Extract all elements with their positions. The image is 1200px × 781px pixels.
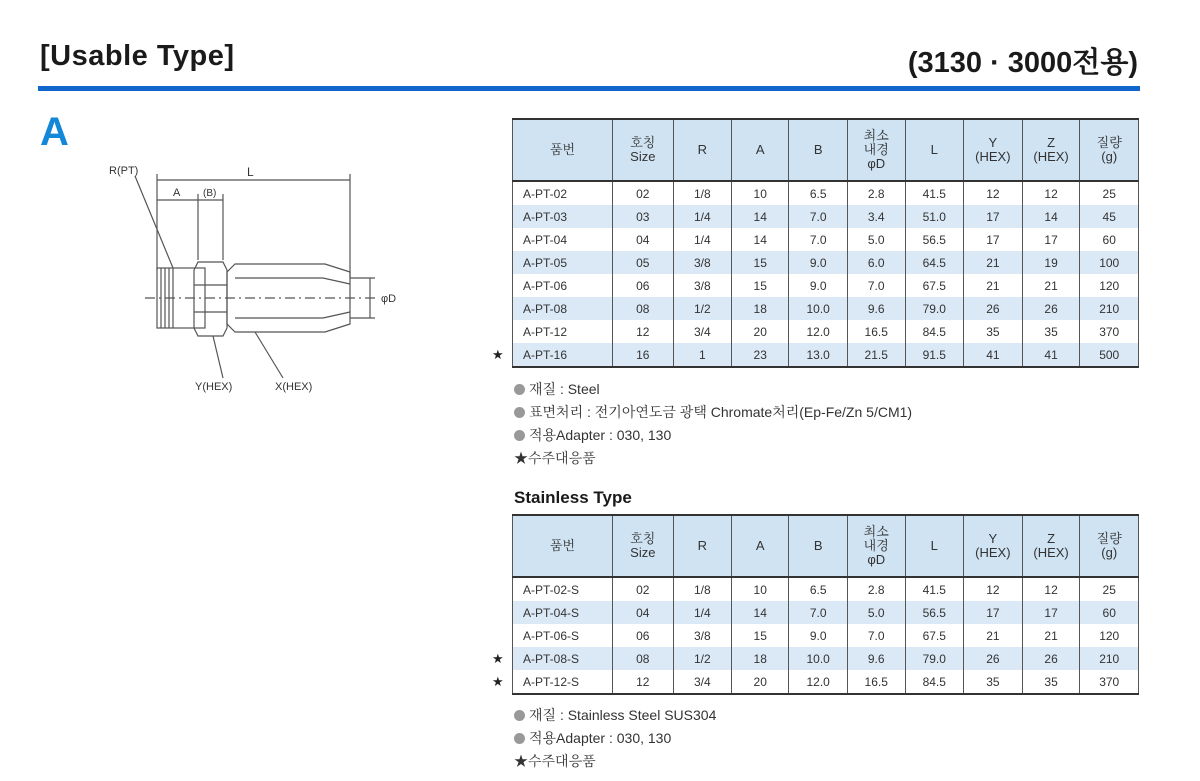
spec-table-stainless (512, 514, 1139, 695)
table-cell: 21 (964, 624, 1023, 647)
col-part: 품번 (513, 119, 613, 181)
table-cell: 100 (1080, 251, 1139, 274)
notes-steel (514, 378, 912, 470)
table-cell: 14 (1022, 205, 1080, 228)
table-cell: 26 (1022, 297, 1080, 320)
table-cell: 41.5 (905, 181, 964, 205)
diagram-label-d: φD (381, 293, 397, 305)
table-cell: 12.0 (789, 320, 848, 343)
table-cell: 120 (1080, 274, 1139, 297)
table-cell: 20 (732, 670, 789, 694)
table-cell: 41.5 (905, 577, 964, 601)
col-l: L (905, 515, 964, 577)
table-cell: 21 (1022, 624, 1080, 647)
table-row (513, 647, 1139, 670)
table-cell: 79.0 (905, 297, 964, 320)
page-header-title: [Usable Type] (40, 40, 235, 72)
table-row (513, 624, 1139, 647)
table-row (513, 577, 1139, 601)
table-cell: 26 (1022, 647, 1080, 670)
table-cell: 19 (1022, 251, 1080, 274)
note-item: 재질 : Stainless Steel SUS304 (514, 704, 716, 727)
table-row (513, 297, 1139, 320)
table-cell: 51.0 (905, 205, 964, 228)
table-cell: 17 (964, 205, 1023, 228)
diagram-label-y: Y(HEX) (195, 381, 233, 393)
table-row (513, 205, 1139, 228)
col-a: A (732, 515, 789, 577)
table-cell: 02 (613, 577, 674, 601)
table-cell: 04 (613, 601, 674, 624)
table-cell: 26 (964, 647, 1023, 670)
col-r: R (673, 515, 731, 577)
table-cell: 84.5 (905, 320, 964, 343)
table-cell: 12 (964, 181, 1023, 205)
note-item: 표면처리 : 전기아연도금 광택 Chromate처리(Ep-Fe/Zn 5/CM1) (514, 401, 912, 424)
table-cell: 3/8 (673, 624, 731, 647)
part-number-cell: A-PT-05 (513, 251, 613, 274)
col-mass: 질량 (g) (1080, 515, 1139, 577)
made-to-order-star: ★ (492, 651, 504, 666)
col-y: Y (HEX) (964, 119, 1023, 181)
table-cell: 1/4 (673, 228, 731, 251)
diagram-label-a: A (173, 187, 181, 199)
table-cell: 12 (613, 670, 674, 694)
table-cell: 5.0 (847, 601, 905, 624)
table-cell: 64.5 (905, 251, 964, 274)
col-z: Z (HEX) (1022, 515, 1080, 577)
part-number-cell: A-PT-16 (513, 343, 613, 367)
diagram-label-b: (B) (203, 188, 217, 199)
diagram-label-rpt: R(PT) (109, 165, 139, 177)
table-cell: 21 (964, 274, 1023, 297)
table-cell: 370 (1080, 670, 1139, 694)
table-cell: 14 (732, 601, 789, 624)
table-cell: 45 (1080, 205, 1139, 228)
table-cell: 08 (613, 647, 674, 670)
col-r: R (673, 119, 731, 181)
col-b: B (789, 515, 848, 577)
table-cell: 9.6 (847, 647, 905, 670)
table-row (513, 320, 1139, 343)
header-rule (38, 86, 1140, 91)
table-cell: 9.0 (789, 274, 848, 297)
part-number-cell: A-PT-12 (513, 320, 613, 343)
table-row (513, 601, 1139, 624)
table-cell: 12 (1022, 577, 1080, 601)
notes-stainless (514, 704, 716, 773)
spec-table-steel (512, 118, 1139, 368)
part-number-cell: A-PT-08-S (513, 647, 613, 670)
table-cell: 15 (732, 274, 789, 297)
table-cell: 60 (1080, 601, 1139, 624)
table-cell: 05 (613, 251, 674, 274)
table-cell: 16.5 (847, 670, 905, 694)
table-cell: 35 (1022, 320, 1080, 343)
table-cell: 6.5 (789, 181, 848, 205)
table-cell: 17 (964, 601, 1023, 624)
table-cell: 1/8 (673, 577, 731, 601)
col-part: 품번 (513, 515, 613, 577)
col-z: Z (HEX) (1022, 119, 1080, 181)
note-item: 적용Adapter : 030, 130 (514, 424, 912, 447)
table-cell: 41 (1022, 343, 1080, 367)
table-cell: 1/4 (673, 205, 731, 228)
table-cell: 06 (613, 274, 674, 297)
table-cell: 2.8 (847, 181, 905, 205)
table-row (513, 251, 1139, 274)
table-cell: 84.5 (905, 670, 964, 694)
table-cell: 6.0 (847, 251, 905, 274)
table-cell: 370 (1080, 320, 1139, 343)
table-cell: 25 (1080, 577, 1139, 601)
made-to-order-star: ★ (492, 347, 504, 362)
part-number-cell: A-PT-04 (513, 228, 613, 251)
fitting-diagram (95, 160, 425, 400)
note-item: 적용Adapter : 030, 130 (514, 727, 716, 750)
table-cell: 1/8 (673, 181, 731, 205)
table-cell: 7.0 (789, 228, 848, 251)
table-cell: 10.0 (789, 297, 848, 320)
part-number-cell: A-PT-08 (513, 297, 613, 320)
table-cell: 67.5 (905, 274, 964, 297)
table-cell: 7.0 (847, 624, 905, 647)
table-cell: 2.8 (847, 577, 905, 601)
table-cell: 120 (1080, 624, 1139, 647)
section-letter: A (40, 110, 69, 154)
table-cell: 5.0 (847, 228, 905, 251)
table-cell: 20 (732, 320, 789, 343)
table-row (513, 181, 1139, 205)
table-cell: 15 (732, 251, 789, 274)
table-cell: 17 (1022, 228, 1080, 251)
part-number-cell: A-PT-06 (513, 274, 613, 297)
table-cell: 18 (732, 297, 789, 320)
table-row (513, 228, 1139, 251)
table-cell: 21 (964, 251, 1023, 274)
table-row (513, 670, 1139, 694)
table-cell: 04 (613, 228, 674, 251)
table-cell: 08 (613, 297, 674, 320)
table-cell: 9.0 (789, 624, 848, 647)
stainless-title: Stainless Type (514, 488, 632, 507)
table-cell: 500 (1080, 343, 1139, 367)
col-y: Y (HEX) (964, 515, 1023, 577)
col-d: 최소 내경 φD (847, 119, 905, 181)
table-cell: 1 (673, 343, 731, 367)
table-cell: 35 (964, 670, 1023, 694)
table-cell: 16.5 (847, 320, 905, 343)
table-cell: 35 (1022, 670, 1080, 694)
table-cell: 15 (732, 624, 789, 647)
table-cell: 60 (1080, 228, 1139, 251)
table-cell: 03 (613, 205, 674, 228)
note-item: 재질 : Steel (514, 378, 912, 401)
col-b: B (789, 119, 848, 181)
table-cell: 12 (964, 577, 1023, 601)
table-cell: 13.0 (789, 343, 848, 367)
table-row (513, 343, 1139, 367)
table-cell: 10 (732, 577, 789, 601)
table-cell: 10.0 (789, 647, 848, 670)
table-cell: 14 (732, 228, 789, 251)
col-a: A (732, 119, 789, 181)
table-cell: 56.5 (905, 601, 964, 624)
order-note: ★수주대응품 (514, 753, 596, 769)
table-cell: 67.5 (905, 624, 964, 647)
diagram-label-x: X(HEX) (275, 381, 313, 393)
table-cell: 1/2 (673, 647, 731, 670)
table-cell: 3/8 (673, 251, 731, 274)
table-cell: 35 (964, 320, 1023, 343)
table-cell: 10 (732, 181, 789, 205)
table-cell: 25 (1080, 181, 1139, 205)
made-to-order-star: ★ (492, 674, 504, 689)
diagram-label-l: L (247, 165, 254, 179)
table-cell: 3/8 (673, 274, 731, 297)
table-cell: 3.4 (847, 205, 905, 228)
table-cell: 3/4 (673, 320, 731, 343)
part-number-cell: A-PT-12-S (513, 670, 613, 694)
col-d: 최소 내경 φD (847, 515, 905, 577)
part-number-cell: A-PT-02-S (513, 577, 613, 601)
part-number-cell: A-PT-06-S (513, 624, 613, 647)
table-cell: 26 (964, 297, 1023, 320)
col-size: 호칭 Size (613, 119, 674, 181)
table-cell: 21.5 (847, 343, 905, 367)
table-cell: 7.0 (789, 205, 848, 228)
table-cell: 79.0 (905, 647, 964, 670)
table-cell: 6.5 (789, 577, 848, 601)
table-cell: 06 (613, 624, 674, 647)
col-l: L (905, 119, 964, 181)
table-cell: 23 (732, 343, 789, 367)
table-cell: 18 (732, 647, 789, 670)
table-cell: 3/4 (673, 670, 731, 694)
table-cell: 14 (732, 205, 789, 228)
table-cell: 9.0 (789, 251, 848, 274)
page-header-models: (3130 · 3000전용) (907, 47, 1138, 79)
col-size: 호칭 Size (613, 515, 674, 577)
table-cell: 91.5 (905, 343, 964, 367)
table-cell: 56.5 (905, 228, 964, 251)
table-cell: 02 (613, 181, 674, 205)
part-number-cell: A-PT-04-S (513, 601, 613, 624)
table-row (513, 274, 1139, 297)
table-cell: 12 (613, 320, 674, 343)
order-note: ★수주대응품 (514, 450, 596, 466)
table-cell: 1/2 (673, 297, 731, 320)
table-cell: 9.6 (847, 297, 905, 320)
table-cell: 17 (964, 228, 1023, 251)
table-cell: 1/4 (673, 601, 731, 624)
table-cell: 210 (1080, 297, 1139, 320)
table-cell: 12.0 (789, 670, 848, 694)
part-number-cell: A-PT-02 (513, 181, 613, 205)
table-cell: 210 (1080, 647, 1139, 670)
table-cell: 7.0 (789, 601, 848, 624)
table-cell: 41 (964, 343, 1023, 367)
col-mass: 질량 (g) (1080, 119, 1139, 181)
table-cell: 21 (1022, 274, 1080, 297)
table-cell: 17 (1022, 601, 1080, 624)
table-cell: 16 (613, 343, 674, 367)
table-cell: 12 (1022, 181, 1080, 205)
part-number-cell: A-PT-03 (513, 205, 613, 228)
table-cell: 7.0 (847, 274, 905, 297)
